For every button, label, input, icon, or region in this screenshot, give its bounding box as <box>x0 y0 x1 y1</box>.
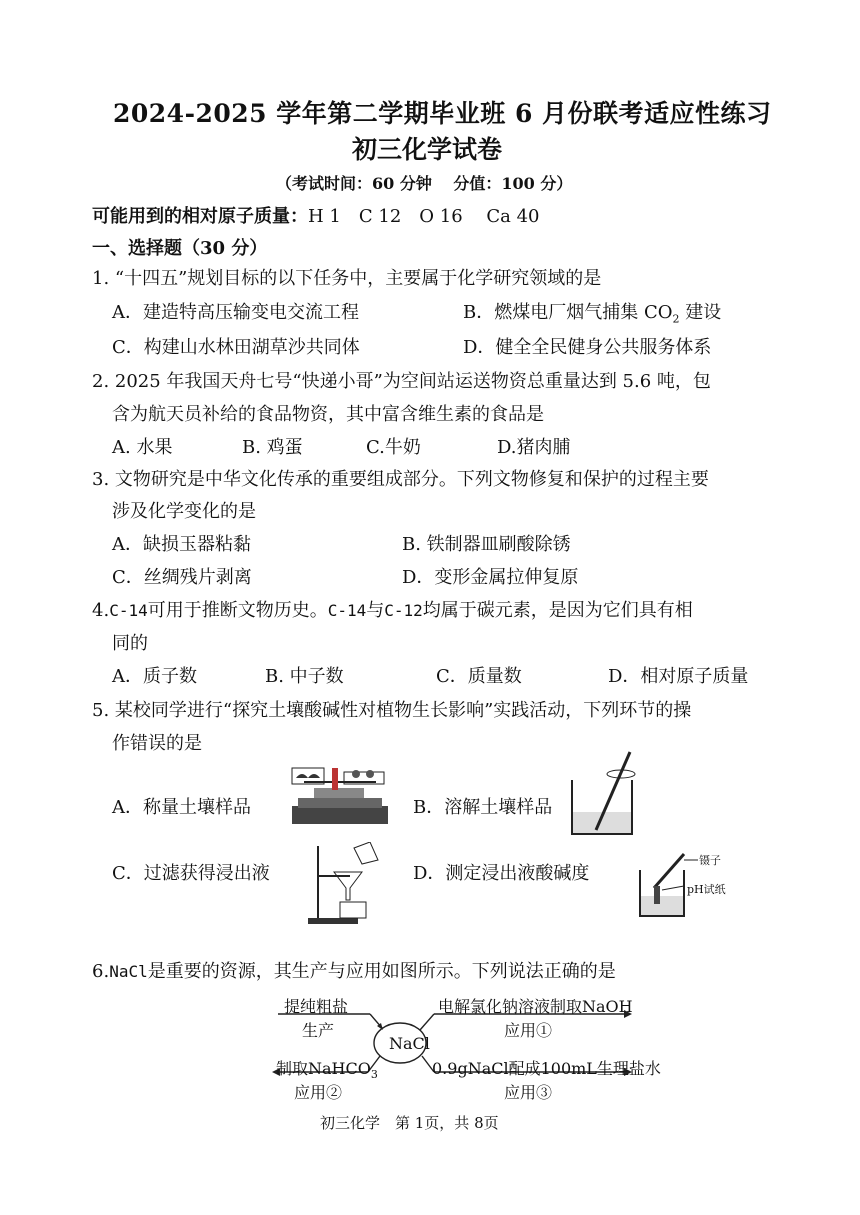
atomic-mass-label: 可能用到的相对原子质量： <box>92 206 308 227</box>
question-4-option-a: A．质子数 <box>112 666 197 687</box>
question-6-stem: 6.NaCl是重要的资源，其生产与应用如图所示。下列说法正确的是 <box>92 961 616 982</box>
question-4-stem-line2: 同的 <box>112 633 148 654</box>
question-4-option-d: D．相对原子质量 <box>608 666 749 687</box>
question-5-option-b: B．溶解土壤样品 <box>413 797 553 818</box>
atomic-mass-line <box>92 202 540 228</box>
exam-subtitle: 初三化学试卷 <box>352 135 503 164</box>
question-2-stem-line1: 2. 2025 年我国天舟七号“快递小哥”为空间站运送物资总重量达到 5.6 吨，包 <box>92 371 711 392</box>
exam-title: 2024-2025 学年第二学期毕业班 6 月份联考适应性练习 <box>113 99 772 128</box>
diagram-top-left-sublabel: 生产 <box>302 1021 335 1040</box>
diagram-bottom-right-label: 0.9gNaCl配成100mL生理盐水 <box>432 1059 661 1078</box>
exam-info: （考试时间：60 分钟 分值：100 分） <box>276 174 573 193</box>
question-5-stem-line2: 作错误的是 <box>112 733 202 754</box>
page-footer: 初三化学 第 1页，共 8页 <box>320 1114 499 1132</box>
question-5-option-a: A．称量土壤样品 <box>112 797 251 818</box>
question-1-option-d: D．健全全民健身公共服务体系 <box>463 337 712 358</box>
question-3-stem-line1: 3. 文物研究是中华文化传承的重要组成部分。下列文物修复和保护的过程主要 <box>92 469 709 490</box>
diagram-top-right-label: 电解氯化钠溶液制取NaOH <box>438 997 633 1016</box>
filtration-illustration <box>304 842 384 926</box>
question-2-option-b: B. 鸡蛋 <box>242 437 303 458</box>
section-title: 一、选择题（30 分） <box>92 238 268 259</box>
question-4-stem-line1: 4.C-14可用于推断文物历史。C-14与C-12均属于碳元素，是因为它们具有相 <box>92 600 693 621</box>
balance-scale-illustration <box>284 762 394 828</box>
atomic-mass-values: H 1 C 12 O 16 Ca 40 <box>308 206 540 227</box>
diagram-bottom-left-sublabel: 应用② <box>294 1083 343 1102</box>
ph-paper-label: pH试纸 <box>687 883 726 896</box>
question-1-option-a: A．建造特高压输变电交流工程 <box>112 302 359 323</box>
question-3-option-c: C．丝绸残片剥离 <box>112 567 252 588</box>
question-1-option-b: B．燃煤电厂烟气捕集 $CO_2$ 建设 <box>463 302 722 326</box>
question-5-option-c: C．过滤获得浸出液 <box>112 863 270 884</box>
question-3-stem-line2: 涉及化学变化的是 <box>112 501 256 522</box>
question-4-option-b: B. 中子数 <box>265 666 344 687</box>
question-5-option-d: D．测定浸出液酸碱度 <box>413 863 590 884</box>
diagram-top-right-sublabel: 应用① <box>504 1021 553 1040</box>
question-2-option-a: A. 水果 <box>112 437 173 458</box>
question-3-option-b: B. 铁制器皿刷酸除锈 <box>402 534 571 555</box>
question-2-option-c: C.牛奶 <box>366 437 421 458</box>
diagram-bottom-right-sublabel: 应用③ <box>504 1083 553 1102</box>
diagram-top-left-label: 提纯粗盐 <box>284 997 349 1016</box>
question-2-option-d: D.猪肉脯 <box>497 437 571 458</box>
question-1-stem: 1. “十四五”规划目标的以下任务中，主要属于化学研究领域的是 <box>92 268 602 289</box>
question-4-option-c: C．质量数 <box>436 666 522 687</box>
question-3-option-a: A．缺损玉器粘黏 <box>112 534 251 555</box>
beaker-stirring-illustration <box>566 750 646 840</box>
diagram-bottom-left-label: 制取NaHCO$_3$ <box>276 1059 378 1082</box>
question-2-stem-line2: 含为航天员补给的食品物资，其中富含维生素的食品是 <box>112 404 544 425</box>
question-3-option-d: D．变形金属拉伸复原 <box>402 567 579 588</box>
question-5-stem-line1: 5. 某校同学进行“探究土壤酸碱性对植物生长影响”实践活动，下列环节的操 <box>92 700 692 721</box>
tweezers-label: 镊子 <box>699 854 721 867</box>
nacl-center-label: NaCl <box>389 1034 430 1053</box>
question-1-option-c: C．构建山水林田湖草沙共同体 <box>112 337 360 358</box>
